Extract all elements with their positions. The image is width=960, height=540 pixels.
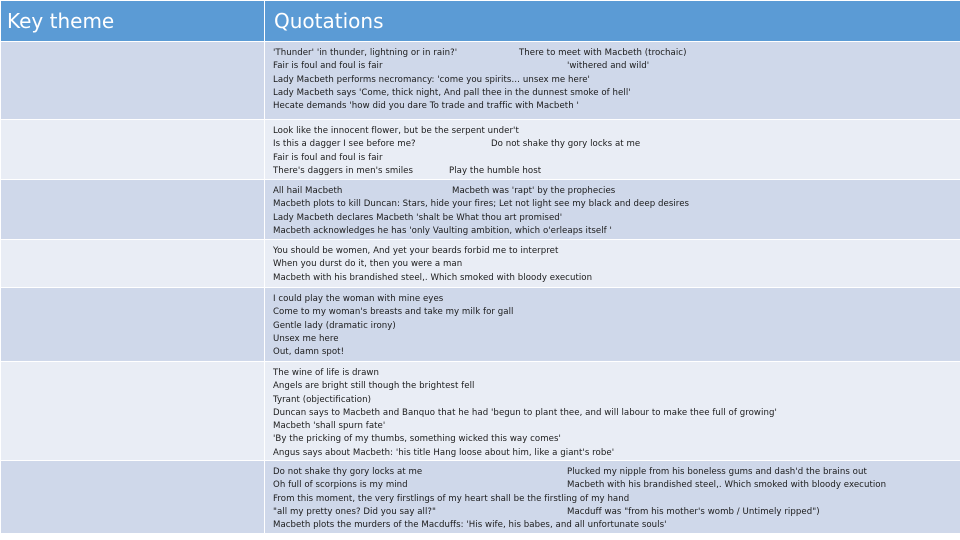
key-theme-text (1, 180, 264, 185)
quotation-text: Tyrant (objectification) (273, 394, 371, 405)
quotation-line (273, 493, 954, 506)
quotation-line (273, 100, 954, 113)
key-theme-cell (1, 461, 265, 533)
theme-row (1, 461, 960, 533)
quotation-line (273, 152, 954, 165)
quotation-line (273, 420, 954, 433)
key-theme-text (1, 42, 264, 47)
quotations-header: Quotations (265, 1, 960, 42)
quotation-text: Unsex me here (273, 333, 339, 344)
quotation-line (273, 272, 954, 285)
quotation-text-secondary: Macbeth with his brandished steel,. Which smoked with bloody execution (567, 480, 887, 491)
quotation-line (273, 466, 954, 479)
key-theme-cell (1, 180, 265, 240)
quotation-line (273, 407, 954, 420)
quotation-line (273, 479, 954, 492)
quotation-line (273, 165, 954, 178)
quotation-text-secondary: Do not shake thy gory locks at me (491, 139, 641, 150)
quotation-text: Macbeth with his brandished steel,. Which smoked with bloody execution (273, 272, 593, 283)
header-row (1, 1, 960, 42)
quotation-line (273, 138, 954, 151)
key-theme-cell (1, 120, 265, 180)
quotation-text: All hail Macbeth (273, 186, 343, 196)
key-theme-cell (1, 240, 265, 288)
quotation-text-secondary: Play the humble host (449, 165, 542, 176)
quotation-text: Fair is foul and foul is fair (273, 152, 383, 163)
quotations-cell (265, 180, 960, 240)
quotation-line (273, 245, 954, 258)
quotation-line (273, 60, 954, 73)
quotation-line (273, 447, 954, 460)
quotation-text: Lady Macbeth declares Macbeth 'shalt be What thou art promised' (273, 212, 563, 223)
quotation-line (273, 185, 954, 198)
quotation-text-secondary: Macduff was "from his mother's womb / Untimely ripped") (567, 506, 820, 517)
key-theme-text (1, 288, 264, 293)
theme-row (1, 362, 960, 461)
quotation-text: "all my pretty ones? Did you say all?" (273, 506, 437, 517)
quotation-text: Look like the innocent flower, but be the serpent under't (273, 126, 519, 136)
quotations-cell (265, 362, 960, 461)
quotation-text: Macbeth plots the murders of the Macduffs: 'His wife, his babes, and all unfortunate souls' (273, 520, 667, 531)
quotation-line (273, 212, 954, 225)
quotation-line (273, 367, 954, 380)
quotation-line (273, 320, 954, 333)
key-theme-cell (1, 362, 265, 461)
quotation-text-secondary: There to meet with Macbeth (trochaic) (519, 48, 687, 58)
quotation-text: Lady Macbeth says 'Come, thick night, And pall thee in the dunnest smoke of hell' (273, 87, 631, 98)
key-theme-header: Key theme (1, 1, 265, 42)
quotation-line (273, 125, 954, 138)
key-theme-text (1, 240, 264, 245)
quotation-line (273, 306, 954, 319)
quotation-text: When you durst do it, then you were a man (273, 259, 463, 270)
quotations-cell (265, 461, 960, 533)
key-theme-cell (1, 42, 265, 120)
quotation-text: 'Thunder' 'in thunder, lightning or in rain?' (273, 48, 458, 58)
quotation-text: Macbeth acknowledges he has 'only Vaulting ambition, which o'erleaps itself ' (273, 225, 612, 236)
quotation-line (273, 87, 954, 100)
quotation-text: Gentle lady (dramatic irony) (273, 320, 396, 331)
quotation-text: From this moment, the very firstlings of my heart shall be the firstling of my hand (273, 493, 630, 504)
quotation-text-secondary: Plucked my nipple from his boneless gums and dash'd the brains out (567, 467, 867, 478)
quotation-line (273, 258, 954, 271)
quotations-cell (265, 240, 960, 288)
quotation-text: Angus says about Macbeth: 'his title Hang loose about him, like a giant's robe' (273, 447, 615, 458)
quotation-text-secondary: Macbeth was 'rapt' by the prophecies (452, 186, 616, 196)
quotation-line (273, 333, 954, 346)
quotation-line (273, 47, 954, 60)
quotation-line (273, 506, 954, 519)
quotation-text: Do not shake thy gory locks at me (273, 467, 423, 478)
quotation-line (273, 198, 954, 211)
quotation-text: Out, damn spot! (273, 347, 345, 358)
quotation-text: You should be women, And yet your beards forbid me to interpret (273, 246, 559, 256)
theme-row (1, 240, 960, 288)
key-theme-cell (1, 288, 265, 362)
quotation-line (273, 380, 954, 393)
quotation-text: Oh full of scorpions is my mind (273, 480, 408, 491)
quotation-text: The wine of life is drawn (273, 368, 380, 378)
quotation-line (273, 225, 954, 238)
quotation-text-secondary: 'withered and wild' (567, 61, 650, 72)
quotation-text: Hecate demands 'how did you dare To trade and traffic with Macbeth ' (273, 101, 579, 112)
quotation-text: Macbeth 'shall spurn fate' (273, 421, 386, 432)
key-theme-text (1, 461, 264, 466)
quotation-line (273, 394, 954, 407)
quotation-text: Is this a dagger I see before me? (273, 139, 416, 150)
quotation-text: I could play the woman with mine eyes (273, 294, 444, 304)
theme-row (1, 120, 960, 180)
quotation-line (273, 74, 954, 87)
key-theme-text (1, 362, 264, 367)
quotation-text: Angels are bright still though the brightest fell (273, 381, 475, 392)
quotation-text: Duncan says to Macbeth and Banquo that he had 'begun to plant thee, and will labour to make thee full of growing' (273, 407, 777, 418)
quotations-cell (265, 120, 960, 180)
quotation-text: Come to my woman's breasts and take my milk for gall (273, 307, 514, 318)
quotation-line (273, 433, 954, 446)
quotations-cell (265, 42, 960, 120)
quotation-text: Macbeth plots to kill Duncan: Stars, hide your fires; Let not light see my black and deep desires (273, 199, 690, 210)
quotation-line (273, 519, 954, 532)
theme-row (1, 42, 960, 120)
quotation-text: There's daggers in men's smiles (273, 165, 414, 176)
quotation-text: Lady Macbeth performs necromancy: 'come you spirits… unsex me here' (273, 74, 590, 85)
quotation-text: 'By the pricking of my thumbs, something wicked this way comes' (273, 434, 561, 445)
quotations-cell (265, 288, 960, 362)
quotation-text: Fair is foul and foul is fair (273, 61, 383, 72)
quotation-line (273, 346, 954, 359)
theme-row (1, 180, 960, 240)
quotation-line (273, 293, 954, 306)
theme-row (1, 288, 960, 362)
key-theme-text (1, 120, 264, 125)
